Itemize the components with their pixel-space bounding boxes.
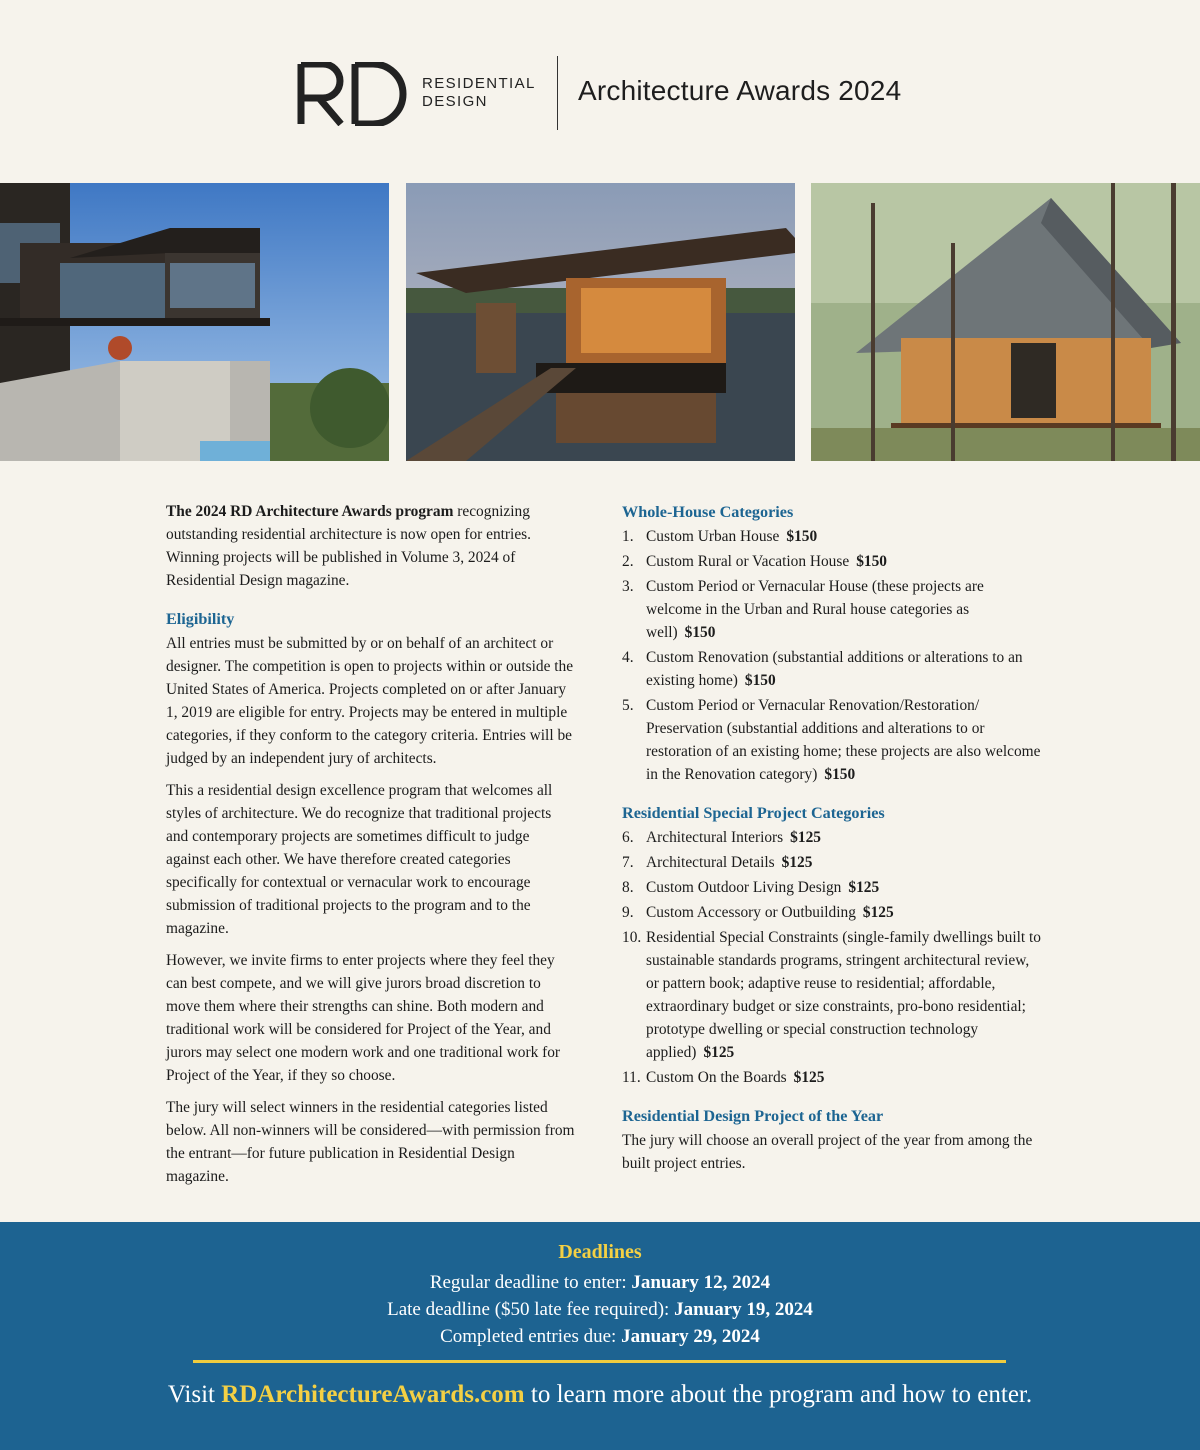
category-body [646,575,1042,644]
visit-line [0,1381,1200,1409]
category-number: 3. [622,578,634,595]
project-of-year-heading: Residential Design Project of the Year [622,1107,884,1125]
left-column [166,500,576,1197]
project-of-year-text: The jury will choose an overall project of the year from among the built project entries. [622,1132,1033,1172]
category-number: 11. [622,1069,641,1086]
deadlines-band [0,1222,1200,1450]
category-number: 10. [622,929,642,946]
category-item [622,851,1042,874]
category-name: Custom Outdoor Living Design [646,879,842,896]
category-item [622,525,1042,548]
category-price: $125 [862,904,894,921]
whole-house-heading: Whole-House Categories [622,503,794,521]
category-number: 2. [622,553,634,570]
category-number: 7. [622,854,634,871]
logo-line-1: RESIDENTIAL [422,75,536,92]
category-body [646,1066,1042,1089]
category-price: $150 [786,528,818,545]
category-number: 8. [622,879,634,896]
regular-deadline-date: January 12, 2024 [631,1272,771,1293]
category-item [622,901,1042,924]
category-name: Custom Period or Vernacular Renovation/Restoration/ Preservation (substantial additions and alterations to or restoration of an existing home; these projects are also welcome in the Renovation category) [646,697,1041,783]
category-number: 1. [622,528,634,545]
category-item [622,575,1042,644]
category-name: Custom Urban House [646,528,780,545]
category-number: 6. [622,829,634,846]
category-body [646,851,1042,874]
header-divider [557,56,558,130]
category-body [646,550,1042,573]
late-deadline-date: January 19, 2024 [674,1299,813,1320]
category-name: Architectural Interiors [646,829,784,846]
completed-deadline-label: Completed entries due: [440,1326,622,1347]
intro-bold: The 2024 RD Architecture Awards program [166,503,454,520]
photo-lake-pavilion [406,183,795,461]
category-item [622,694,1042,786]
logo-wordmark [422,75,536,111]
category-body [646,646,1042,692]
category-body [646,926,1042,1064]
category-name: Custom Rural or Vacation House [646,553,850,570]
category-number: 4. [622,649,634,666]
category-price: $125 [793,1069,825,1086]
completed-deadline [0,1326,1200,1348]
category-item [622,1066,1042,1089]
category-item [622,646,1042,692]
regular-deadline-label: Regular deadline to enter: [429,1272,632,1293]
logo-line-2: DESIGN [422,93,488,110]
category-number: 9. [622,904,634,921]
whole-house-list [622,525,1042,786]
deadlines-heading: Deadlines [558,1241,642,1263]
website-link[interactable]: RDArchitectureAwards.com [221,1381,525,1408]
category-item [622,550,1042,573]
category-body [646,826,1042,849]
completed-deadline-date: January 29, 2024 [621,1326,760,1347]
intro-paragraph [166,500,576,592]
category-price: $125 [790,829,821,846]
category-body [646,694,1042,786]
category-price: $150 [824,766,856,783]
visit-prefix: Visit [167,1381,222,1408]
category-body [646,901,1042,924]
category-price: $125 [703,1044,735,1061]
visit-suffix: to learn more about the program and how to enter. [524,1381,1033,1408]
late-deadline [0,1299,1200,1321]
eligibility-paragraph-2: This a residential design excellence program that welcomes all styles of architecture. We do recognize that traditional projects and contemporary projects are sometimes difficult to judge against each other. We have therefore created categories specifically for contextual or vernacular work to encourage submission of traditional projects to the program and to the magazine. [166,782,553,937]
category-price: $150 [856,553,887,570]
deadline-divider [193,1360,1006,1363]
special-heading: Residential Special Project Categories [622,804,885,822]
category-price: $125 [781,854,813,871]
eligibility-paragraph-4: The jury will select winners in the residential categories listed below. All non-winners will be considered—with permission from the entrant—for future publication in Residential Design magazine. [166,1099,575,1185]
category-name: Custom On the Boards [646,1069,787,1086]
late-deadline-label: Late deadline ($50 late fee required): [387,1299,675,1320]
regular-deadline [0,1272,1200,1294]
special-list [622,826,1042,1089]
right-column [622,500,1042,1184]
eligibility-heading: Eligibility [166,610,235,628]
category-name: Custom Accessory or Outbuilding [646,904,856,921]
category-item [622,876,1042,899]
category-item [622,926,1042,1064]
photo-modern-house [0,183,389,461]
eligibility-paragraph-3: However, we invite firms to enter projects where they feel they can best compete, and we will give jurors broad discretion to move them where their strengths can shine. Both modern and traditional work will be considered for Project of the Year, and jurors may select one modern work and one traditional work for Project of the Year, if they so choose. [166,952,561,1084]
category-price: $125 [848,879,880,896]
category-price: $150 [684,624,716,641]
category-item [622,826,1042,849]
rd-logo-icon [297,62,407,126]
category-name: Custom Period or Vernacular House (these projects are welcome in the Urban and Rural house categories as well) [646,578,984,641]
category-price: $150 [744,672,776,689]
eligibility-paragraph-1: All entries must be submitted by or on behalf of an architect or designer. The competition is open to projects within or outside the United States of America. Projects completed on or after January 1, 2019 are eligible for entry. Projects may be entered in multiple categories, if they conform to the category criteria. Entries will be judged by an independent jury of architects. [166,635,574,767]
category-name: Custom Renovation (substantial additions or alterations to an existing home) [646,649,1023,689]
category-number: 5. [622,697,634,714]
category-body [646,525,1042,548]
page-title: Architecture Awards 2024 [578,75,902,106]
category-body [646,876,1042,899]
photo-forest-cabin [811,183,1200,461]
intro-rest: recognizing outstanding residential architecture is now open for entries. Winning projects will be published in Volume 3, 2024 of Residential Design magazine. [166,503,531,589]
category-name: Residential Special Constraints (single-family dwellings built to sustainable standards programs, stringent architectural review, or pattern book; adaptive reuse to residential; affordable, extraordinary budget or size constraints, pro-bono residential; prototype dwelling or special construction technology applied) [646,929,1041,1061]
page-header [0,0,1200,183]
category-name: Architectural Details [646,854,775,871]
